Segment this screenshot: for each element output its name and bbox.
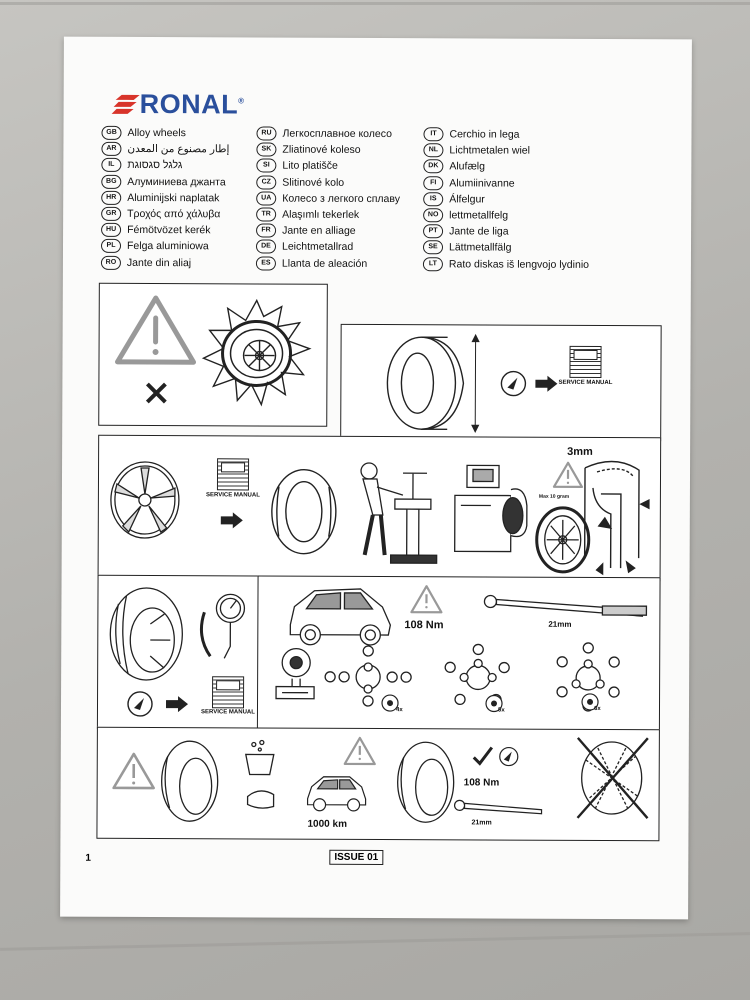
- page-number: 1: [85, 852, 91, 864]
- language-code-badge: FR: [256, 224, 276, 238]
- language-code-badge: ES: [256, 256, 276, 270]
- panel-maintenance: [96, 727, 659, 841]
- wheel-balancer-icon: [451, 455, 531, 555]
- language-row: [423, 240, 589, 257]
- language-code-badge: FI: [423, 176, 443, 190]
- damaged-tyre-icon: [201, 298, 311, 408]
- language-code-badge: RU: [256, 127, 276, 141]
- max-weight-label: Max 10 gram: [538, 493, 570, 500]
- language-translation: Álfelgur: [449, 193, 485, 206]
- cleaning-bucket-icon: [240, 740, 280, 820]
- tyre-tread-icon: [393, 739, 457, 825]
- tyre-tread-icon: [157, 738, 221, 824]
- service-manual-icon: [212, 676, 244, 708]
- bolt-count-6-label: 6x: [593, 705, 601, 712]
- language-translation: Alaşımlı tekerlek: [282, 208, 360, 221]
- language-row: [423, 142, 589, 159]
- language-row: [256, 239, 400, 256]
- language-code-badge: HR: [101, 191, 121, 205]
- language-translation: Τροχός από χάλυβα: [127, 207, 221, 221]
- ronal-logo: [114, 89, 245, 121]
- language-translation: Jante de liga: [449, 225, 509, 238]
- torque-label: 108 Nm: [404, 619, 444, 632]
- service-manual-label: SERVICE MANUAL: [558, 379, 613, 387]
- language-translation: Колесо з легкого сплаву: [282, 192, 401, 205]
- language-code-badge: IL: [101, 158, 121, 172]
- panel-damage-warning: [98, 283, 328, 427]
- bolt-count-5-icon: [484, 693, 510, 717]
- language-row: [423, 256, 589, 273]
- language-translation: Rato diskas iš lengvojo lydinio: [448, 257, 590, 271]
- issue-label: ISSUE 01: [329, 850, 383, 865]
- language-code-badge: PL: [101, 239, 121, 253]
- language-code-badge: AR: [101, 142, 121, 156]
- language-code-badge: NO: [423, 208, 443, 222]
- language-translation: Llanta de aleación: [281, 257, 368, 270]
- warning-icon: [410, 585, 442, 613]
- service-manual-icon: [217, 458, 249, 490]
- language-column: [256, 125, 400, 271]
- language-translation: Slitinové kolo: [282, 176, 345, 189]
- language-code-badge: TR: [256, 208, 276, 222]
- language-translation: Jante din aliaj: [126, 256, 192, 269]
- language-row: [101, 238, 229, 255]
- language-row: [256, 255, 400, 272]
- bolt-5-pattern-icon: [434, 641, 524, 711]
- warning-icon: [115, 296, 195, 366]
- panel-wheel-mounting: [257, 575, 661, 731]
- language-translation: Jante en alliage: [282, 224, 356, 238]
- gauge-icon: [126, 690, 154, 718]
- language-row: [256, 158, 400, 175]
- language-code-badge: IT: [423, 127, 443, 141]
- panel-tyre-fitting: [98, 435, 662, 581]
- language-code-badge: BG: [101, 174, 121, 188]
- language-row: [423, 223, 589, 240]
- language-row: [101, 190, 229, 207]
- service-manual-icon: [569, 346, 601, 378]
- language-row: [101, 222, 229, 239]
- service-manual-label: SERVICE MANUAL: [201, 709, 255, 716]
- language-list: [102, 125, 662, 271]
- bolt-count-4-icon: [380, 693, 406, 717]
- language-translation: Fémötvözet kerék: [127, 224, 211, 237]
- language-column: [423, 126, 590, 272]
- language-code-badge: CZ: [256, 175, 276, 189]
- car-icon: [304, 773, 368, 813]
- language-translation: Felga aluminiowa: [126, 240, 209, 253]
- bolt-count-6-icon: [580, 692, 606, 716]
- panel-tyre-size: [340, 324, 662, 441]
- language-translation: Lättmetallfälg: [448, 241, 512, 254]
- language-row: [423, 159, 589, 176]
- language-row: [423, 207, 589, 224]
- language-row: [101, 125, 229, 142]
- language-row: [256, 174, 400, 191]
- distance-label: 1000 km: [307, 818, 347, 830]
- language-translation: Lito platišče: [282, 160, 338, 173]
- torque-wrench-icon: [482, 591, 652, 616]
- language-row: [256, 223, 400, 240]
- warning-icon: [112, 752, 156, 790]
- language-code-badge: LT: [423, 257, 443, 271]
- language-row: [423, 191, 589, 208]
- language-translation: Aluminijski naplatak: [127, 191, 220, 205]
- language-translation: גלגל סגסוגת: [127, 159, 183, 172]
- gap-label: 3mm: [567, 445, 593, 458]
- language-row: [101, 157, 229, 174]
- language-translation: Alloy wheels: [127, 127, 186, 140]
- language-code-badge: DE: [256, 240, 276, 254]
- floor-seam: [0, 2, 750, 5]
- language-translation: Алуминиева джанта: [127, 175, 226, 188]
- language-translation: Alufælg: [449, 160, 485, 173]
- language-row: [423, 126, 589, 143]
- language-translation: Leichtmetallrad: [281, 240, 354, 254]
- tyre-front-icon: [269, 467, 339, 557]
- panel-tyre-inflation: [97, 575, 260, 730]
- instruction-sheet: [60, 37, 692, 920]
- arrow-right-icon: [221, 512, 243, 528]
- tyre-changer-mechanic-icon: [355, 459, 445, 569]
- language-row: [256, 142, 400, 159]
- language-translation: Alumiinivanne: [449, 176, 515, 190]
- language-code-badge: HU: [101, 223, 121, 237]
- language-translation: إطار مصنوع من المعدن: [127, 143, 230, 156]
- rim-cross-section-icon: [575, 458, 656, 578]
- language-translation: Cerchio in lega: [449, 128, 520, 141]
- tyre-side-icon: [377, 333, 487, 433]
- language-code-badge: IS: [423, 192, 443, 206]
- tyre-tread-icon: [106, 584, 186, 684]
- arrow-right-icon: [535, 376, 557, 392]
- brand-name: RONAL®: [139, 88, 245, 120]
- checkmark-icon: [472, 745, 494, 767]
- language-translation: Lichtmetalen wiel: [449, 144, 531, 157]
- language-translation: Легкосплавное колесо: [282, 127, 393, 141]
- language-translation: Zliatinové koleso: [282, 143, 361, 157]
- language-code-badge: NL: [423, 143, 443, 157]
- language-row: [101, 173, 229, 190]
- language-column: [101, 125, 230, 271]
- language-row: [101, 141, 229, 158]
- language-code-badge: GB: [101, 126, 121, 140]
- language-code-badge: RO: [101, 255, 121, 269]
- service-manual-label: SERVICE MANUAL: [205, 492, 260, 499]
- language-row: [423, 175, 589, 192]
- language-translation: lettmetallfelg: [449, 209, 509, 222]
- gauge-icon: [499, 370, 527, 398]
- wrench-size-label: 21mm: [471, 819, 492, 827]
- language-code-badge: UA: [256, 191, 276, 205]
- language-row: [256, 125, 400, 142]
- arrow-right-icon: [166, 696, 188, 712]
- torque-label: 108 Nm: [463, 777, 500, 789]
- wrench-size-label: 21mm: [548, 619, 572, 629]
- language-code-badge: SI: [256, 159, 276, 173]
- alloy-wheel-icon: [107, 460, 183, 540]
- gauge-icon: [498, 746, 520, 768]
- pressure-gauge-icon: [196, 586, 246, 666]
- bolt-count-5-label: 5x: [497, 707, 505, 714]
- language-row: [101, 206, 229, 223]
- language-row: [256, 190, 400, 207]
- language-code-badge: GR: [101, 207, 121, 221]
- language-row: [101, 254, 229, 271]
- warning-icon: [344, 737, 376, 765]
- car-icon: [284, 583, 394, 647]
- language-code-badge: SE: [423, 241, 443, 255]
- language-code-badge: PT: [423, 224, 443, 238]
- logo-stripes-icon: [114, 94, 140, 114]
- bolt-count-4-label: 4x: [395, 707, 403, 714]
- no-snow-chains-icon: [578, 738, 648, 818]
- cross-icon: [145, 382, 167, 404]
- torque-wrench-icon: [454, 797, 544, 815]
- language-row: [256, 206, 400, 223]
- language-code-badge: DK: [423, 160, 443, 174]
- hub-brush-icon: [274, 645, 316, 701]
- language-code-badge: SK: [256, 143, 276, 157]
